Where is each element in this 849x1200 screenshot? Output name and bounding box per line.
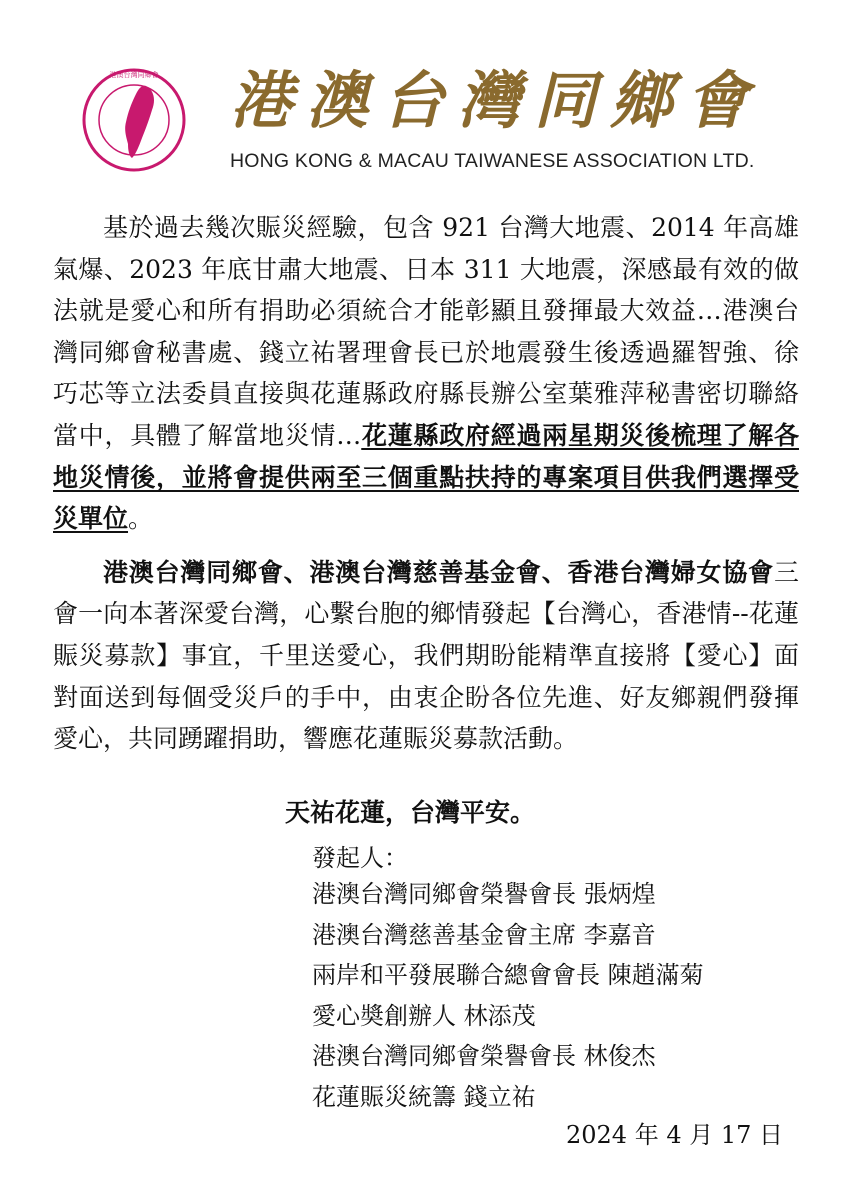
paragraph-two-organizers: 港澳台灣同鄉會、港澳台灣慈善基金會、香港台灣婦女協會 [103, 557, 774, 587]
initiator-item: 兩岸和平發展聯合總會會長 陳趙滿菊 [312, 961, 704, 989]
letterhead [80, 66, 780, 176]
paragraph-two [53, 552, 799, 760]
initiator-item: 港澳台灣慈善基金會主席 李嘉音 [312, 920, 656, 949]
paragraph-one-end: 。 [128, 504, 154, 534]
paragraph-one-emphasis: 花蓮縣政府經過兩星期災後梳理了解各地災情後，並將會提供兩至三個重點扶持的專案項目供我們選擇受災單位 [53, 420, 799, 534]
paragraph-one [53, 207, 799, 540]
association-name-chinese: 港澳台灣同鄉會 [230, 64, 763, 137]
letter-date: 2024 年 4 月 17 日 [566, 1121, 784, 1149]
association-seal-logo [80, 66, 188, 174]
paragraph-one-text: 基於過去幾次賑災經驗，包含 921 台灣大地震、2014 年高雄氣爆、2023 年底甘肅大地震、日本 311 大地震，深感最有效的做法就是愛心和所有捐助必須統合才能彰顯且發揮最大效益…港澳台灣同鄉會秘書處、錢立祐署理會長已於地震發生後透過羅智強、徐巧芯等立法委員直接與花蓮縣政府縣長辦公室葉雅萍秘書密切聯絡當中，具體了解當地災情… [53, 213, 799, 450]
initiator-item: 花蓮賑災統籌 錢立祐 [312, 1082, 536, 1111]
association-name-english: HONG KONG & MACAU TAIWANESE ASSOCIATION LTD. [230, 150, 755, 172]
initiators-list [312, 874, 792, 1117]
initiator-item: 港澳台灣同鄉會榮譽會長 張炳煌 [312, 880, 656, 908]
initiator-item: 港澳台灣同鄉會榮譽會長 林俊杰 [312, 1042, 656, 1070]
svg-text:港澳台灣同鄉會: 港澳台灣同鄉會 [109, 71, 159, 79]
paragraph-two-text: 三會一向本著深愛台灣，心繫台胞的鄉情發起【台灣心，香港情--花蓮賑災募款】事宜，千里送愛心，我們期盼能精準直接將【愛心】面對面送到每個受災戶的手中，由衷企盼各位先進、好友鄉親們發揮愛心，共同踴躍捐助，響應花蓮賑災募款活動。 [53, 557, 799, 754]
letter-body [53, 207, 799, 760]
blessing-line: 天祐花蓮，台灣平安。 [285, 798, 536, 827]
initiators-title: 發起人： [312, 844, 408, 872]
initiator-item: 愛心奬創辦人 林添茂 [312, 1001, 536, 1030]
